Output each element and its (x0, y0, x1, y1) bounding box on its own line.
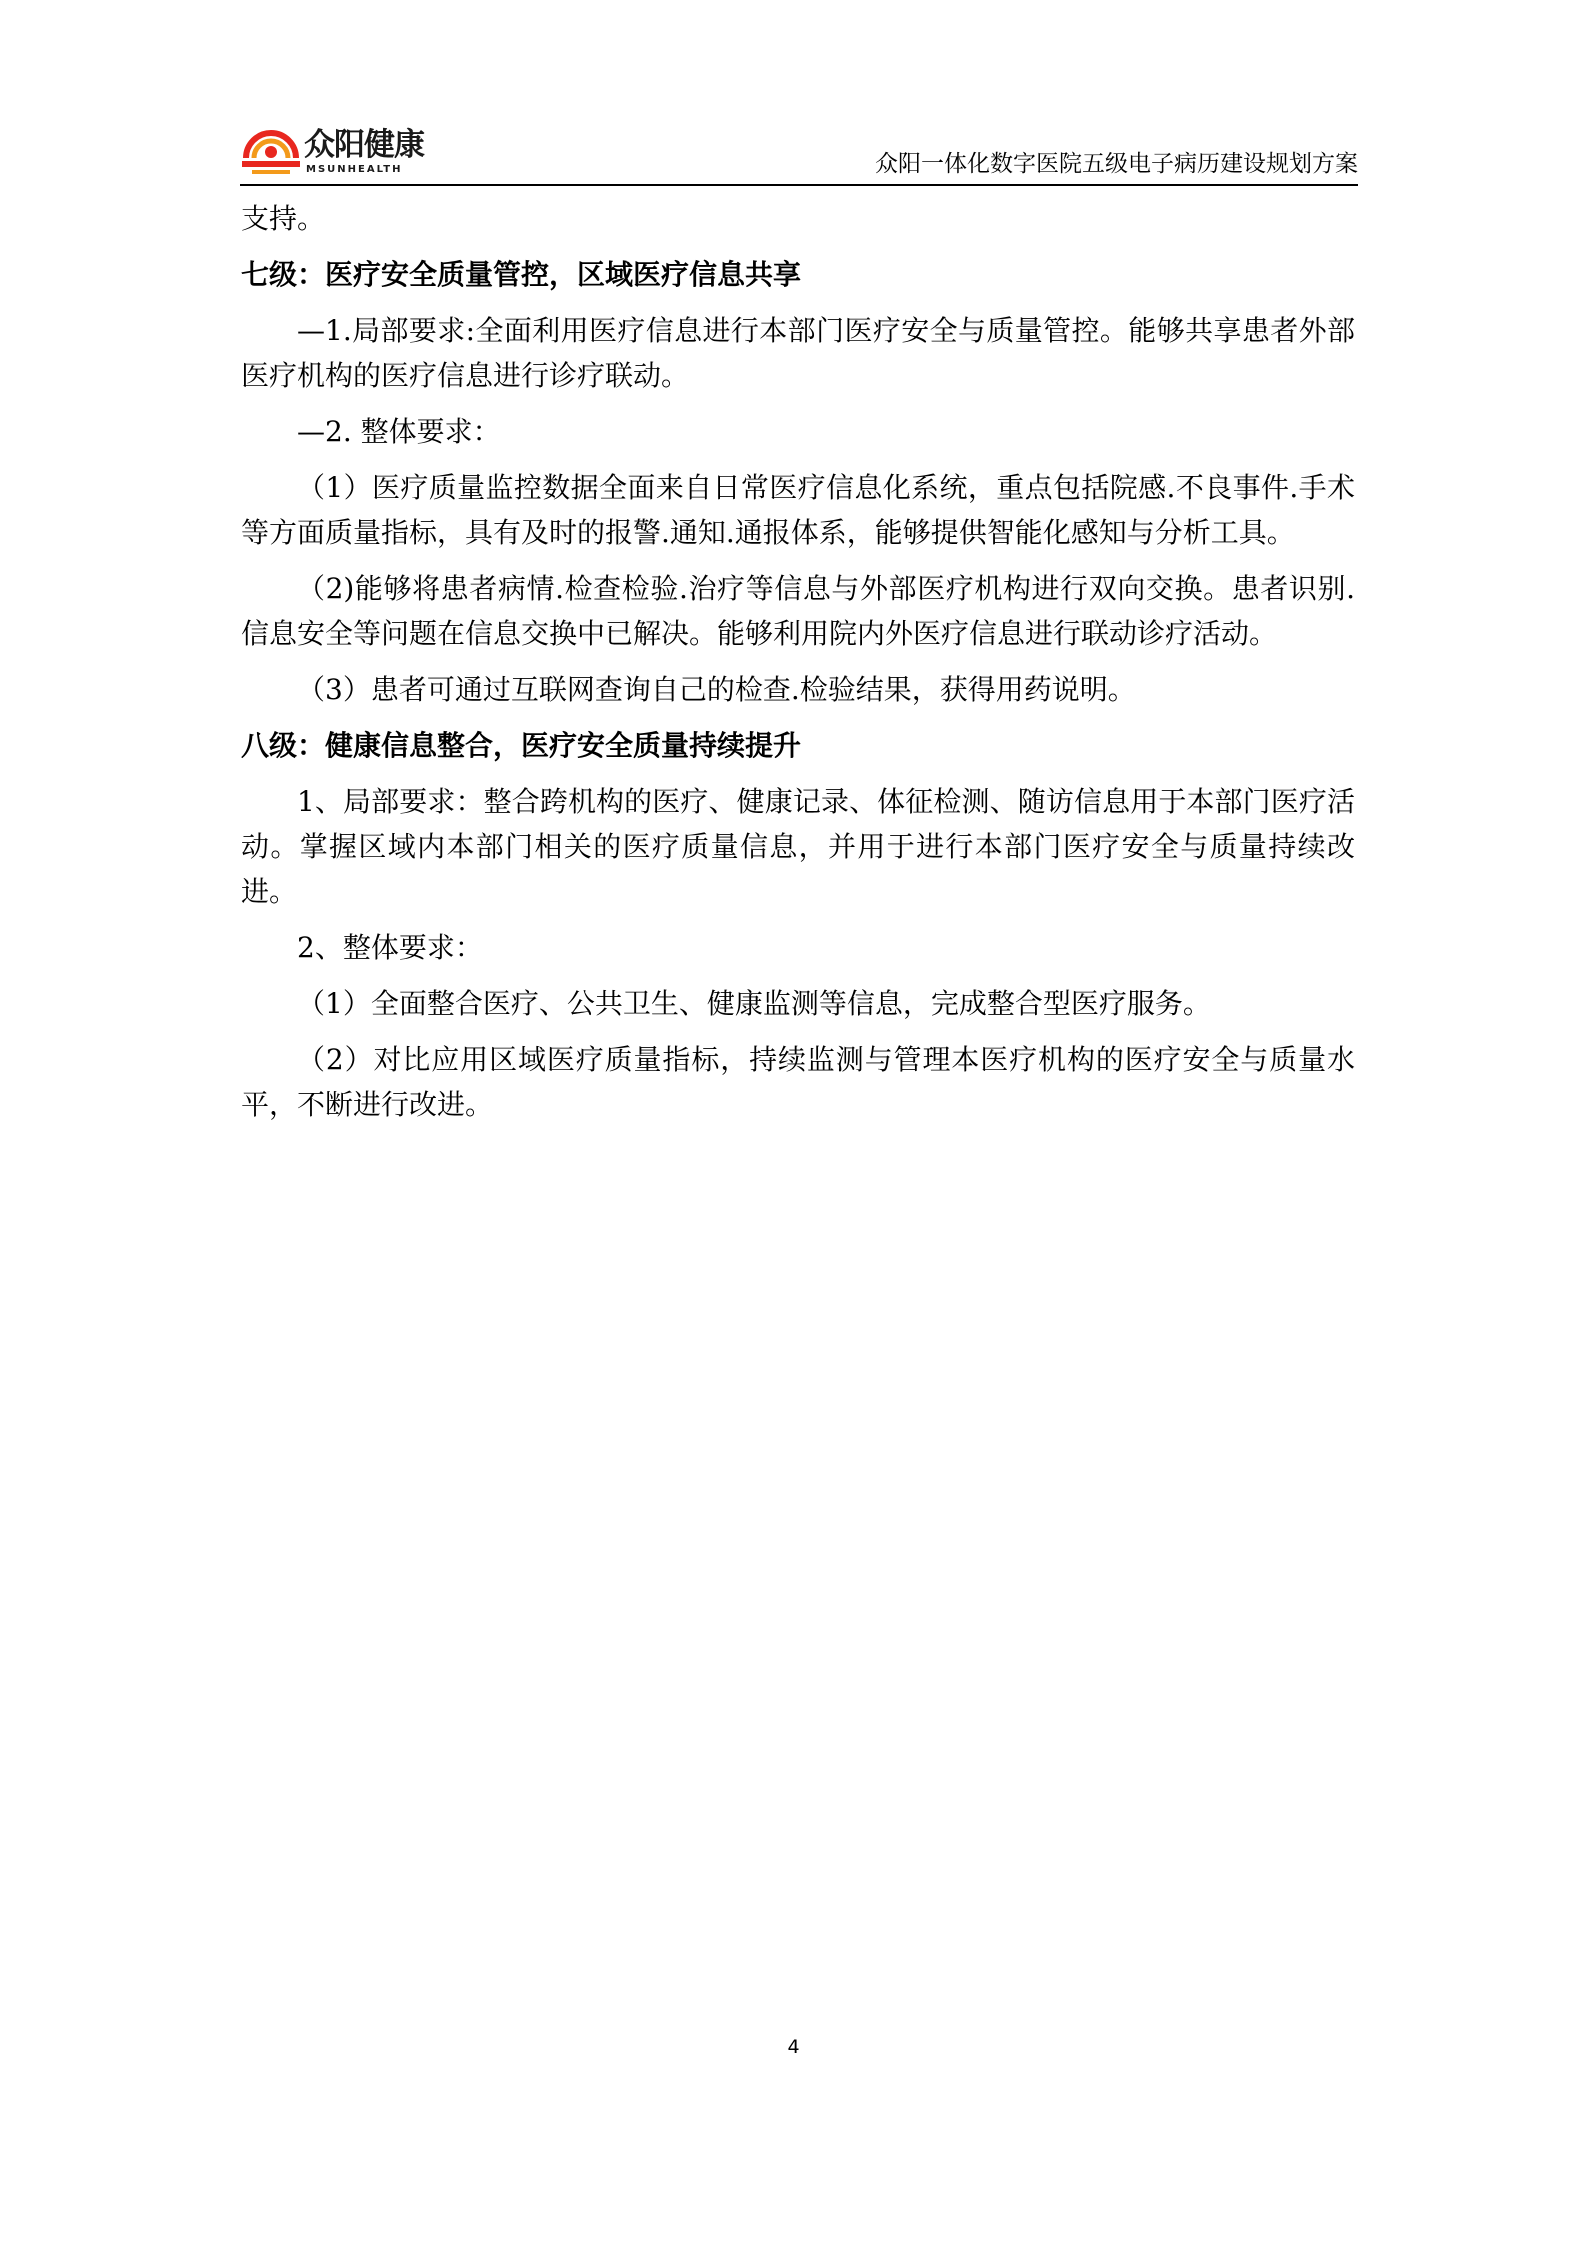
document-title: 众阳一体化数字医院五级电子病历建设规划方案 (875, 151, 1358, 177)
logo-chinese-text: 众阳健康 (304, 127, 424, 163)
document-body (241, 196, 1355, 1138)
paragraph: —2. 整体要求： (297, 415, 501, 448)
section-heading-level-7: 七级：医疗安全质量管控，区域医疗信息共享 (241, 258, 802, 291)
paragraph: （2)能够将患者病情.检查检验.治疗等信息与外部医疗机构进行双向交换。患者识别.信息安全等问题在信息交换中已解决。能够利用院内外医疗信息进行联动诊疗活动。 (241, 572, 1355, 650)
paragraph: 支持。 (241, 202, 326, 235)
paragraph: —1.局部要求:全面利用医疗信息进行本部门医疗安全与质量管控。能够共享患者外部医疗机构的医疗信息进行诊疗联动。 (241, 314, 1355, 392)
paragraph: 2、整体要求： (297, 931, 483, 964)
company-logo (240, 118, 430, 180)
paragraph: （1）医疗质量监控数据全面来自日常医疗信息化系统，重点包括院感.不良事件.手术等方面质量指标，具有及时的报警.通知.通报体系，能够提供智能化感知与分析工具。 (241, 471, 1355, 549)
paragraph: （2）对比应用区域医疗质量指标，持续监测与管理本医疗机构的医疗安全与质量水平，不断进行改进。 (241, 1043, 1355, 1121)
paragraph: （1）全面整合医疗、公共卫生、健康监测等信息，完成整合型医疗服务。 (297, 987, 1211, 1020)
paragraph: 1、局部要求：整合跨机构的医疗、健康记录、体征检测、随访信息用于本部门医疗活动。掌握区域内本部门相关的医疗质量信息，并用于进行本部门医疗安全与质量持续改进。 (241, 785, 1355, 908)
page-number: 4 (787, 2036, 800, 2058)
section-heading-level-8: 八级：健康信息整合，医疗安全质量持续提升 (241, 729, 802, 762)
paragraph: （3）患者可通过互联网查询自己的检查.检验结果，获得用药说明。 (297, 673, 1136, 706)
sunrise-logo-icon (240, 118, 302, 180)
logo-english-text: MSUNHEALTH (306, 164, 403, 175)
page-header (240, 108, 1358, 186)
